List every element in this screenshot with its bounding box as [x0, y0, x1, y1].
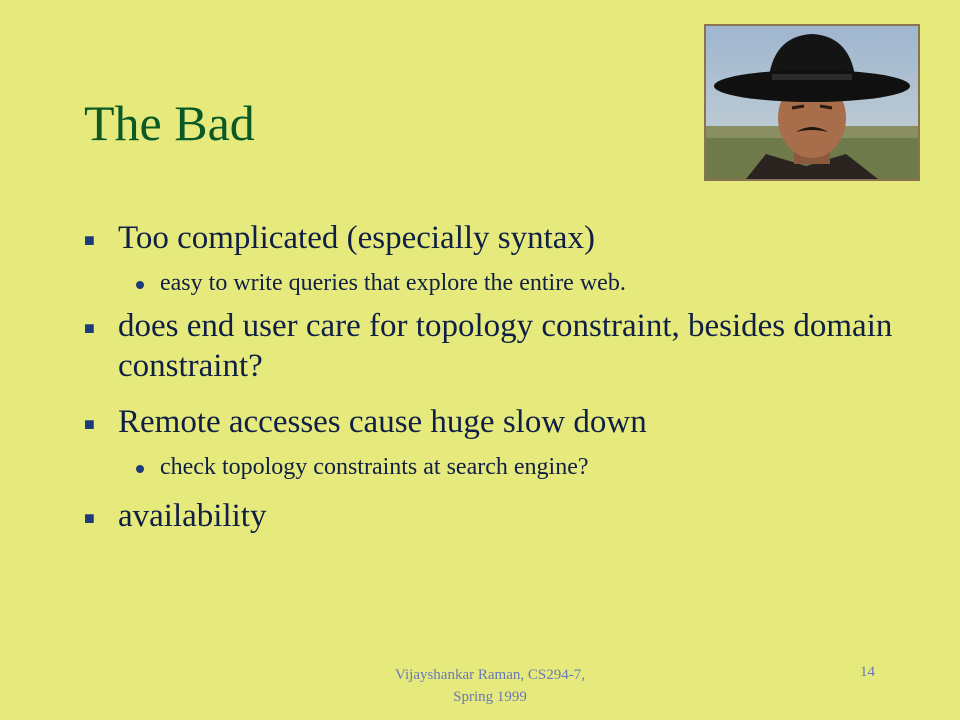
square-bullet-icon: ■ — [84, 230, 95, 250]
slide-title: The Bad — [84, 95, 255, 151]
bullet-item-level2 — [84, 452, 944, 482]
bullet-item-level1 — [84, 306, 944, 386]
bullet-text: Too complicated (especially syntax) — [118, 220, 595, 256]
bullet-text: Remote accesses cause huge slow down — [118, 404, 647, 440]
bullet-text: check topology constraints at search engine? — [160, 454, 589, 480]
portrait-photo — [704, 24, 920, 181]
page-number: 14 — [860, 664, 875, 680]
bullet-text: easy to write queries that explore the entire web. — [160, 270, 626, 296]
bullet-text: does end user care for topology constraint, besides domain constraint? — [118, 308, 893, 384]
bullet-item-level2 — [84, 268, 944, 298]
bullet-item-level1 — [84, 218, 944, 258]
bullet-item-level1 — [84, 496, 944, 536]
footer-author — [330, 664, 650, 708]
footer-author-line2: Spring 1999 — [453, 689, 527, 705]
bullet-list — [84, 210, 944, 536]
square-bullet-icon: ■ — [84, 414, 95, 434]
round-bullet-icon — [136, 465, 144, 473]
bullet-item-level1 — [84, 402, 944, 442]
bullet-text: availability — [118, 498, 267, 534]
round-bullet-icon — [136, 281, 144, 289]
footer-author-line1: Vijayshankar Raman, CS294-7, — [395, 667, 585, 683]
square-bullet-icon: ■ — [84, 508, 95, 528]
square-bullet-icon: ■ — [84, 318, 95, 338]
